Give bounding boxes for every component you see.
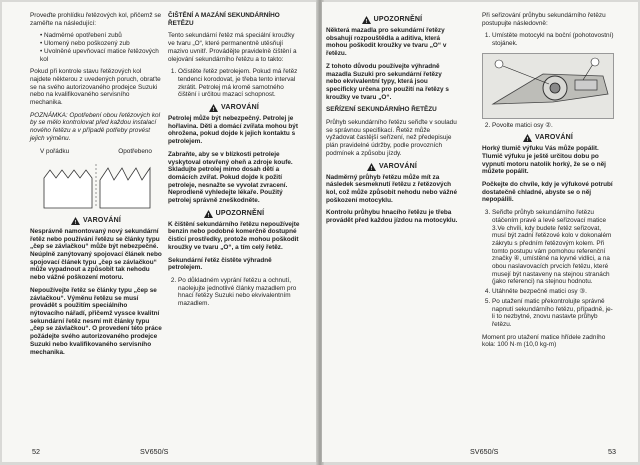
sprocket-intro: Proveďte prohlídku řetězových kol, přičemž se zaměřte na následující: (30, 12, 162, 27)
warning-icon (71, 217, 80, 225)
warning-heading (482, 134, 614, 142)
warning-icon (209, 104, 218, 112)
right-page-column-2 (482, 12, 614, 354)
cleaning-steps (168, 68, 300, 99)
warning-title: VAROVÁNÍ (220, 104, 260, 112)
warning-text: Zabraňte, aby se v blízkosti petroleje vyskytoval otevřený oheň a zdroje koufe. Skladujte petrolej mimo dosah dětí a domácích zvířat. Pokud dojde k požití petroleje, nesnažte se vyvolat zvracení. Neprodleně vyhledejte lékaře. Použitý petrolej správně zneškodněte. (168, 150, 293, 205)
caution-text: Některá mazadla pro sekundární řetězy obsahují rozpouštědla a aditiva, která mohou poškodit kroužky ve tvaru „O“ v řetězu. (326, 27, 447, 58)
label-normal: V pořádku (40, 147, 70, 155)
lubricant-text: Z tohoto důvodu používejte výhradně mazadla Suzuki pro sekundární řetězy nebo ekvivalentní typy, která jsou specificky určena pro použití na řetězy s kroužky ve tvaru „O“. (326, 62, 449, 101)
list-item: 3. Seřiďte průhyb sekundárního řetězu otáčením pravé a levé seřizovací matice 3.Ve chvíli, kdy budete řetěz seřizovat, musí být zadní řetězové kolo v dokonalém zákrytu s předním řetězovým kolem. Při tomto postupu vám pomohou referenční značky ④, umístěné na kyvné vidlici, a na obou naslavovacích prvcích řetězu, které musejí být nastaveny na stejnou stranách (jako referenci) na stejnou hodnotu. (492, 209, 614, 286)
list-item: • Nadměrné opotřebení zubů (40, 32, 162, 40)
list-item: 1. Umístěte motocykl na boční (pohotovostní) stojánek. (492, 32, 614, 47)
warning-text: Kontrolu průhybu hnacího řetězu je třeba provádět před každou jízdou na motocyklu. (326, 209, 458, 225)
caution-heading (168, 210, 300, 218)
sprocket-check-list (40, 32, 162, 63)
warning-title: VAROVÁNÍ (534, 134, 574, 142)
caution-heading (326, 16, 458, 24)
left-page-column-2 (168, 12, 300, 313)
warning-text: Nesprávně namontovaný nový sekundární řetěz nebo používání řetězu se články typu „čep se závlačkou“ může být nebezpečné. Neúplně zanýtovaný spojovací článek nebo spojovací článek typu „čep se závlačkou“ může vypadnout a způsobit tak nehodu nebo vážné poškození motoru. (30, 227, 162, 282)
page-number: 53 (608, 447, 616, 456)
list-item: 5. Po utažení matic překontrolujte správně napnutí sekundárního řetězu, případně, je-li to nezbytné, znovu nastavte průhyb řetězu. (492, 298, 614, 329)
warning-heading (30, 217, 162, 225)
list-item: 1. Očistěte řetěz petrolejem. Pokud má řetěz tendenci korodovat, je třeba tento interval zkrátit. Petrolej má kromě samotného čištění i určitou mazací schopnost. (178, 68, 300, 99)
chain-cleaning-intro: Tento sekundární řetěz má speciální kroužky ve tvaru „O“, které permanentně utěsňují mazivo uvnitř. Provádějte pravidelně čištění a olejování sekundárního řetězu a to takto: (168, 32, 297, 63)
adjustment-intro: Průhyb sekundárního řetězu seřiďte v souladu se správnou specifikací. Řetěz může vyžadovat častější seřízení, než předepisuje plán pravidelné údržby, podle provozních podmínek a způsobu jízdy. (326, 119, 457, 157)
section-heading: ČIŠTĚNÍ A MAZÁNÍ SEKUNDÁRNÍHO ŘETĚZU (168, 12, 280, 27)
note-text: POZNÁMKA: Opotřebení obou řetězových kol by se mělo kontrolovat před každou instalací nového řetězu a v případě potřeby provést jejich výměnu. (30, 111, 161, 142)
adjustment-steps-final (482, 209, 614, 329)
warning-title: VAROVÁNÍ (378, 162, 418, 170)
caution-icon (362, 16, 371, 24)
adjustment-steps (482, 32, 614, 47)
section-heading: SEŘÍZENÍ SEKUNDÁRNÍHO ŘETĚZU (326, 106, 437, 114)
adjustment-steps-intro: Při seřizování průhybu sekundárního řetězu postupujte následovně: (482, 12, 606, 27)
warning-icon (523, 134, 532, 142)
warning-title: VAROVÁNÍ (82, 217, 122, 225)
list-item: 2. Po důkladném vyprání řetězu a ochnutí, naolejujte jednotlivé články mazadlem pro hnací řetězy Suzuki nebo ekvivalentním mazadlem. (178, 277, 300, 308)
caution-text: Sekundární řetěz čistěte výhradně petrolejem. (168, 256, 272, 272)
svg-text:!: ! (212, 107, 215, 113)
sprocket-service-text: Pokud při kontrole stavu řetězových kol najdete některou z uvedených poruch, obraťte se na svého autorizovaného prodejce Suzuki nebo na kvalifikovaného servisního mechanika. (30, 68, 161, 107)
model-name: SV650/S (140, 447, 169, 456)
torque-spec: Moment pro utažení matice hřídele zadního kola: 100 N·m (10,0 kg-m) (482, 333, 606, 349)
svg-text:!: ! (370, 165, 373, 171)
axle-nut-illustration (482, 53, 614, 119)
svg-text:!: ! (207, 212, 210, 218)
warning-text: Horký tlumič výfuku Vás může popálit. Tlumič výfuku je ještě určitou dobu po vypnutí motoru natolik horký, že se o něj můžete popálit. (482, 145, 606, 176)
warning-text: Počkejte do chvíle, kdy je výfukové potrubí dostatečně chladné, abyste se o něj nepopálili. (482, 181, 613, 204)
list-item: • Ulomený nebo poškozený zub (40, 40, 162, 48)
warning-text: Nepoužívejte řetěz se články typu „čep se závlačkou“. Výměnu řetězu se musí provádět s použitím speciálního nýtovacího nářadí, přičemž vyssce kvalitní sekundární řetěz nesmí mít články typu „čep se závlačkou“. O provedení této práce požádejte svého autorizovaného prodejce Suzuki nebo kvalifikovaného servisního mechanika. (30, 286, 162, 356)
warning-text: Nadměrný průhyb řetězu může mít za následek sesmeknutí řetězu z řetězových kol, což může způsobit nehodu nebo vážné poškození motocyklu. (326, 173, 458, 204)
list-item: • Uvolněné upevňovací matice řetězových kol (40, 48, 162, 63)
list-item: 4. Utáhněte bezpečně matici osy ③. (492, 288, 614, 296)
warning-icon (367, 163, 376, 171)
svg-text:!: ! (74, 220, 77, 225)
left-page (2, 2, 318, 462)
sprocket-wear-illustration (30, 158, 162, 210)
svg-text:!: ! (365, 19, 368, 24)
warning-heading (168, 104, 300, 112)
caution-title: UPOZORNĚNÍ (215, 209, 265, 217)
label-worn: Opotřebeno (118, 147, 152, 155)
cleaning-steps-continued (168, 277, 300, 308)
warning-heading (326, 163, 458, 171)
svg-text:!: ! (526, 137, 529, 143)
page-number: 52 (32, 447, 40, 456)
right-page-column-1 (326, 12, 458, 230)
caution-icon (204, 210, 213, 218)
adjustment-steps-continued (482, 122, 614, 130)
caution-text: K čištění sekundárního řetězu nepoužívejte benzin nebo podobné komerčně dostupné čisticí prostředky, protože mohou poškodit kroužky ve tvaru „O“, a tím celý řetěz. (168, 220, 300, 251)
list-item: 2. Povolte matici osy ②. (492, 122, 614, 130)
sprocket-figure-labels (30, 148, 162, 156)
warning-text: Petrolej může být nebezpečný. Petrolej je hořlavina. Děti a domácí zvířata mohou být ohrožena, pokud dojde k jejich kontaktu s petrolejem. (168, 115, 298, 146)
caution-title: UPOZORNĚNÍ (373, 16, 423, 24)
left-page-column-1 (30, 12, 162, 361)
right-page (322, 2, 638, 462)
model-name: SV650/S (470, 447, 499, 456)
